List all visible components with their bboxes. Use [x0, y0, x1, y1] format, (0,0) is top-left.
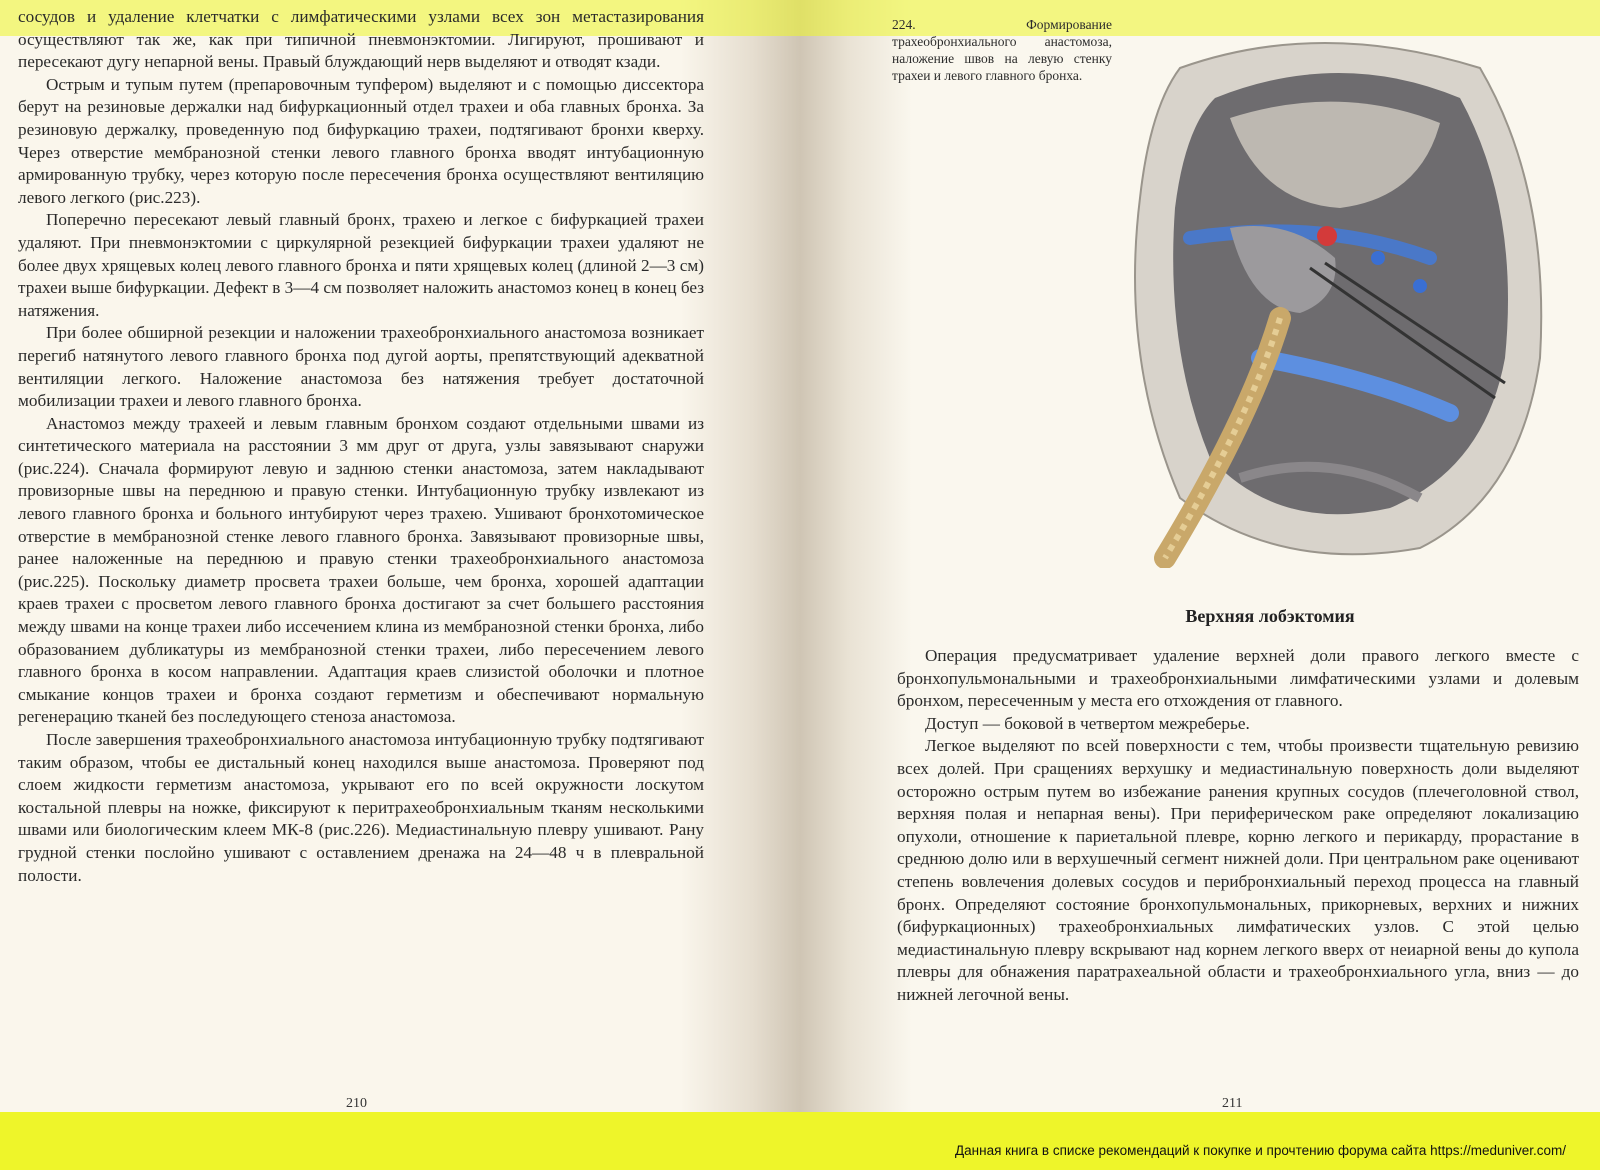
paragraph: Поперечно пересекают левый главный бронх, трахею и легкое с бифуркацией трахеи удаляют. При пневмонэктомии с циркулярной резекцией бифуркации трахеи удаляют не более двух хрящевых колец левого главного бронха и пяти хрящевых колец (длиной 2—3 см) трахеи выше бифуркации. Дефект в 3—4 см позволяет наложить анастомоз конец в конец без натяжения.: [18, 210, 704, 320]
footer-note: Данная книга в списке рекомендаций к покупке и прочтению форума сайта https://meduniver.com/: [955, 1143, 1566, 1158]
paragraph: Острым и тупым путем (препаровочным тупфером) выделяют и с помощью диссектора берут на резиновые держалки над бифуркационный отдел трахеи и оба главных бронха. За резиновую держалку, проведенную под бифуркацию трахеи, подтягивают бронхи кверху. Через отверстие мембранозной стенки левого главного бронха вводят интубационную армированную трубку, через которую после пересечения бронха осуществляют вентиляцию левого легкого (рис.223).: [18, 74, 704, 207]
left-page-text: [18, 6, 704, 887]
paragraph: Легкое выделяют по всей поверхности с тем, чтобы произвести тщательную ревизию всех долей. При сращениях верхушку и медиастинальную поверхность доли выделяют осторожно острым путем во избежание ранения крупных сосудов (плечеголовной ствол, верхняя полая и непарная вены). При периферическом раке определяют локализацию опухоли, отношение к париетальной плевре, корню легкого и перикарду, прорастание в среднюю долю или в верхушечный сегмент нижней доли. При центральном раке оценивают степень вовлечения долевых сосудов и перибронхиальный переход процесса на главный бронх. Определяют состояние бронхопульмональных, прикорневых, верхних и нижних (бифуркационных) трахеобронхиальных лимфатических узлов. С этой целью медиастинальную плевру вскрывают над корнем легкого вверх от неиарной вены до купола плевры для обнажения паратрахеальной области и трахеобронхиального угла, вниз — до нижней легочной вены.: [897, 736, 1579, 1004]
paragraph: После завершения трахеобронхиального анастомоза интубационную трубку подтягивают таким образом, чтобы ее дистальный конец находился выше анастомоза. Проверяют под слоем жидкости герметизм анастомоза, укрывают его по всей окружности лоскутом костальной плевры на ножке, фиксируют к перитрахеобронхиальным тканям несколькими швами или биологическим клеем МК-8 (рис.226). Медиастинальную плевру ушивают. Рану грудной стенки послойно ушивают с оставлением дренажа на 24—48 ч в плевральной полости.: [18, 730, 704, 885]
page-number-left: 210: [346, 1096, 367, 1111]
section-title: Верхняя лобэктомия: [1185, 606, 1355, 626]
paragraph: При более обширной резекции и наложении трахеобронхиального анастомоза возникает перегиб натянутого левого главного бронха под дугой аорты, препятствующий адекватной вентиляции легкого. Наложение анастомоза без натяжения требует достаточной мобилизации трахеи и левого главного бронха.: [18, 323, 704, 411]
paragraph: Анастомоз между трахеей и левым главным бронхом создают отдельными швами из синтетического материала на расстоянии 3 мм друг от друга, узлы завязывают снаружи (рис.224). Сначала формируют левую и заднюю стенки анастомоза, затем накладывают провизорные швы на переднюю и правую стенки. Интубационную трубку извлекают из левого главного бронха и больного интубируют через трахею. Ушивают бронхотомическое отверстие в мембранозной стенке левого главного бронха. Завязывают провизорные швы, ранее наложенные на переднюю и правую стенки трахеобронхиального анастомоза (рис.225). Поскольку диаметр просвета трахеи больше, чем бронха, хорошей адаптации краев трахеи с просветом левого главного бронха достигают за счет большего расстояния между швами на конце трахеи либо иссечением клина из мембранозной стенки бронха, либо образованием дубликатуры из мембранозной стенки трахеи, либо пересечением левого главного бронха в косом направлении. Адаптация краев слизистой оболочки и плотное смыкание концов трахеи и бронха создают герметизм и обеспечивают нормальную регенерацию тканей без последующего стеноза анастомоза.: [18, 413, 704, 727]
bottom-highlight-bar: [0, 1112, 1600, 1170]
page-number-right: 211: [1222, 1096, 1243, 1111]
surgical-illustration: [1120, 28, 1560, 568]
paragraph: Операция предусматривает удаление верхней доли правого легкого вместе с бронхопульмональными и трахеобронхиальными лимфатическими узлами и долевым бронхом, пересеченным у места его отхождения от главного.: [897, 646, 1579, 711]
right-page-text: [897, 645, 1579, 1007]
paragraph: сосудов и удаление клетчатки с лимфатическими узлами всех зон метастазирования осуществляют так же, как при типичной пневмонэктомии. Лигируют, прошивают и пересекают дугу непарной вены. Правый блуждающий нерв выделяют и отводят кзади.: [18, 7, 704, 72]
figure-caption: 224. Формирование трахеобронхиального анастомоза, наложение швов на левую стенку трахеи и левого главного бронха.: [892, 17, 1112, 83]
paragraph: Доступ — боковой в четвертом межреберье.: [925, 713, 1250, 733]
